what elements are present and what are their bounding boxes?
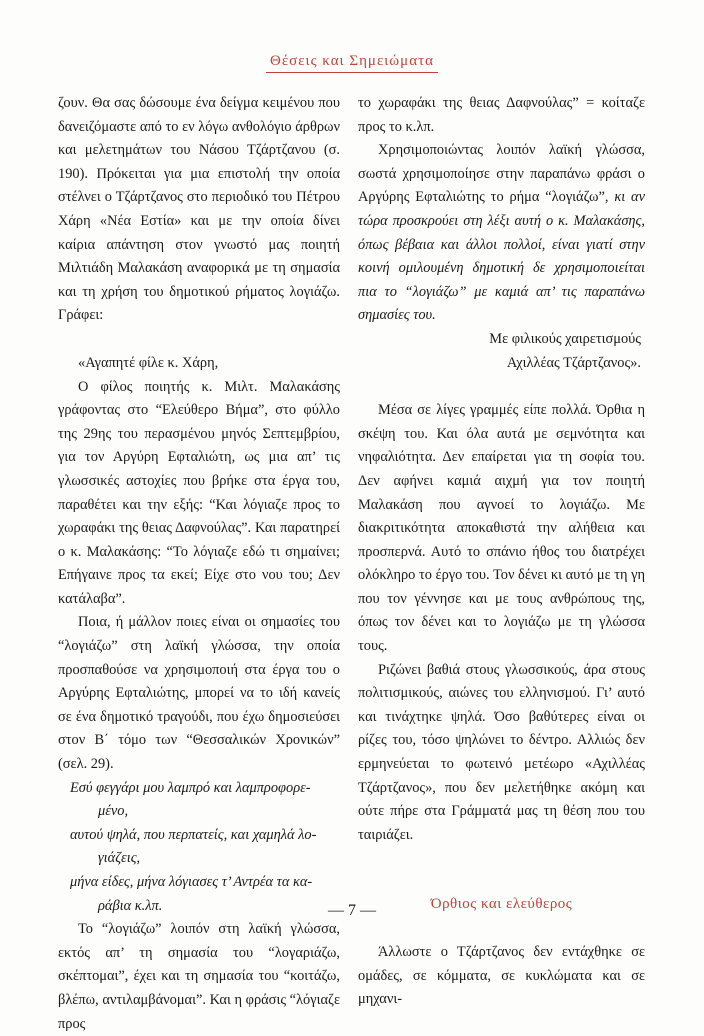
paragraph: Άλλωστε ο Τζάρτζανος δεν εντάχθηκε σε ομάδες, σε κόμματα, σε κυκλώματα και σε μηχανι-	[358, 944, 645, 1008]
paragraph: Ριζώνει βαθιά στους γλωσσικούς, άρα στους πολιτισμικούς, αιώνες του ελληνισμού. Γι’ αυτό και τινάχτηκε ψηλά. Όσο βαθύτερες είναι οι ρίζες του, τόσο ψηλώνει το δέντρο. Αλλιώς δεν ερμηνεύεται το φωτεινό μετέωρο «Αχιλλέας Τζάρτζανος», που δεν μελετήθηκε ακόμη και ούτε πήρε στα Γράμματά μας τη θέση που του ταιριάζει.	[358, 661, 645, 843]
poem-line: αυτού ψηλά, που περπατείς, και χαμηλά λο-	[70, 826, 317, 843]
letter-signature: Αχιλλέας Τζάρτζανος».	[506, 354, 641, 371]
right-column	[358, 92, 645, 1012]
header-title: Θέσεις και Σημειώματα	[266, 53, 438, 73]
paragraph: ζουν. Θα σας δώσουμε ένα δείγμα κειμένου που δανειζόμαστε από το εν λόγω ανθολόγιο άρθρων και μελετημάτων του Νάσου Τζάρτζανου (σ. 190). Πρόκειται για μια επιστολή την οποία στέλνει ο Τζάρτζανος στο περιοδικό του Πέτρου Χάρη «Νέα Εστία» και με την οποία δίνει καίρια απάντηση στον γνωστό μας ποιητή Μιλτιάδη Μαλακάση αναφορικά με τη σημασία και τη χρήση του δημοτικού ρήματος λογιάζω. Γράφει:	[58, 95, 340, 324]
letter-closing: Με φιλικούς χαιρετισμούς	[489, 330, 641, 347]
paragraph: Ποια, ή μάλλον ποιες είναι οι σημασίες του “λογιάζω” στη λαϊκή γλώσσα, την οποία προσπαθούσε να χρησιμοποιή στα έργα του ο Αργύρης Εφταλιώτης, μπορεί να το ιδή κανείς σε ένα δημοτικό τραγούδι, που έχω δημοσιεύσει στον Β΄ τόμο των “Θεσσαλικών Χρονικών” (σελ. 29).	[58, 614, 340, 773]
paragraph: Ο φίλος ποιητής κ. Μιλτ. Μαλακάσης γράφοντας στο “Ελεύθερο Βήμα”, στο φύλλο της 29ης του περασμένου μηνός Σεπτεμβρίου, για τον Αργύρη Εφταλιώτη, ως μια απ’ τις γλωσσικές αστοχίες που βρήκε στα έργα του, παραθέτει και την εξής: “Και λόγιαζε προς το χωραφάκι της θειας Δαφνούλας”. Και παρατηρεί ο κ. Μαλακάσης: “Το λόγιαζε εδώ τι σημαίνει; Επήγαινε προς τα εκεί; Είχε στο νου του; Δεν κατάλαβα”.	[58, 378, 340, 607]
section-subheading: Όρθιος και ελεύθερος	[430, 896, 573, 913]
paragraph: Μέσα σε λίγες γραμμές είπε πολλά. Όρθια η σκέψη του. Και όλα αυτά με σεμνότητα και νηφαλιότητα. Δεν επαίρεται για τη σοφία του. Δεν αφήνει καμιά αιχμή για τον ποιητή Μαλακάση που αγνοεί το λογιάζω. Με διακριτικότητα αποκαθιστά την αλήθεια και προσπερνά. Αυτό το σπάνιο ήθος του διατρέχει ολόκληρο το έργο του. Τον δένει κι αυτό με τη γη που τον γέννησε και με τους ανθρώπους της, όπως τον δένει και το λογιάζω με τη γλώσσα τους.	[358, 402, 646, 655]
poem-line-cont: ράβια κ.λπ.	[98, 897, 163, 914]
paragraph: Το “λογιάζω” λοιπόν στη λαϊκή γλώσσα, εκτός απ’ τη σημασία του “λογαριάζω, σκέπτομαι”, έχει και τη σημασία του “κοιτάζω, βλέπω, αντιλαμβάνομαι”. Και η φράσις “λόγιαζε προς	[58, 921, 340, 1032]
poem-line: Εσύ φεγγάρι μου λαμπρό και λαμπροφορε-	[70, 779, 311, 796]
poem-line-cont: μένο,	[98, 803, 129, 820]
paragraph: το χωραφάκι της θειας Δαφνούλας” = κοίταζε προς το κ.λπ.	[358, 95, 645, 135]
poem-line: μήνα είδες, μήνα λόγιασες τ’ Αντρέα τα κα-	[70, 874, 313, 890]
poem-line-cont: γιάζεις,	[98, 850, 141, 867]
paragraph	[358, 139, 645, 328]
page-number: — 7 —	[328, 902, 376, 919]
paragraph-italic-text: κι αν τώρα προσκρούει στη λέξι αυτή ο κ. Μαλακάσης, όπως βέβαια και άλλοι πολλοί, είναι γιατί στην κοινή ομιλουμένη δημοτική δε χρησιμοποιείται πια το “λογιάζω” με καμιά απ’ τις παραπάνω σημασίες του.	[358, 189, 645, 324]
left-column	[58, 92, 340, 1036]
letter-salutation: «Αγαπητέ φίλε κ. Χάρη,	[78, 354, 219, 371]
running-header	[0, 52, 704, 73]
paragraph-text: Χρησιμοποιώντας λοιπόν λαϊκή γλώσσα, σωστά χρησιμοποίησε στην παραπάνω φράσι ο Αργύρης Εφταλιώτης το ρήμα “λογιάζω”,	[358, 142, 645, 206]
